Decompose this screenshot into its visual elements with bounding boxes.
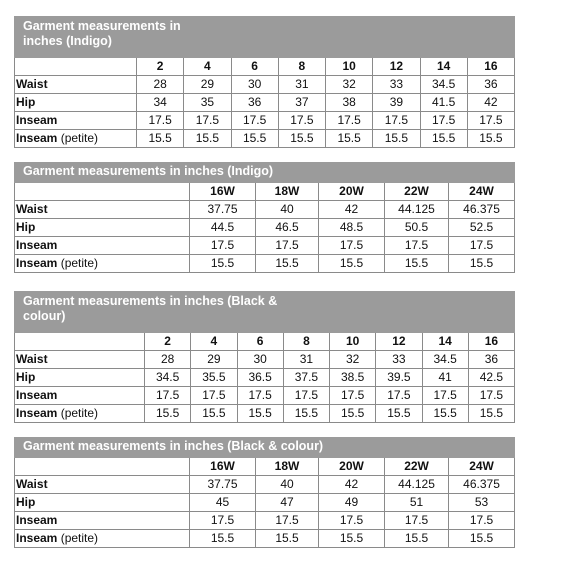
size-header: 16W [190, 183, 256, 201]
table-row [15, 219, 515, 237]
table-cell: 15.5 [231, 130, 278, 148]
table-cell: 29 [184, 76, 231, 94]
table-cell: 37.75 [190, 201, 256, 219]
table-cell: 46.375 [449, 476, 515, 494]
table-cell: 15.5 [237, 405, 283, 423]
size-header: 6 [237, 333, 283, 351]
table-title: Garment measurements in inches (Black & colour) [15, 438, 385, 458]
size-header-row [15, 58, 515, 76]
table-cell: 39.5 [376, 369, 422, 387]
table-cell: 50.5 [385, 219, 449, 237]
table-cell: 47 [256, 494, 319, 512]
table-cell: 15.5 [278, 130, 325, 148]
table-cell: 17.5 [422, 387, 468, 405]
size-header: 20W [319, 183, 385, 201]
table-row [15, 94, 515, 112]
table-cell: 15.5 [449, 255, 515, 273]
table-title-row [15, 292, 515, 333]
table-cell: 37.75 [190, 476, 256, 494]
row-label: Inseam [16, 256, 58, 270]
table-cell: 34.5 [422, 351, 468, 369]
table-cell: 17.5 [376, 387, 422, 405]
row-label: Waist [16, 202, 48, 216]
table-cell: 41.5 [420, 94, 467, 112]
table-cell: 37.5 [283, 369, 329, 387]
row-label: Hip [16, 95, 36, 109]
row-label: Inseam [16, 238, 58, 252]
table-cell: 49 [319, 494, 385, 512]
table-cell: 48.5 [319, 219, 385, 237]
table-cell: 17.5 [184, 112, 231, 130]
table-row [15, 130, 515, 148]
table-cell: 15.5 [420, 130, 467, 148]
table-cell: 17.5 [283, 387, 329, 405]
table-row [15, 201, 515, 219]
table-title: Garment measurements in inches (Indigo) [15, 163, 319, 183]
table-cell: 17.5 [373, 112, 420, 130]
table-cell: 35.5 [191, 369, 237, 387]
table-cell: 30 [231, 76, 278, 94]
table-cell: 15.5 [449, 530, 515, 548]
row-label: Inseam [16, 406, 58, 420]
table-cell: 33 [376, 351, 422, 369]
size-header: 8 [278, 58, 325, 76]
table-cell: 17.5 [319, 512, 385, 530]
table-cell: 15.5 [319, 530, 385, 548]
table-cell: 46.375 [449, 201, 515, 219]
table-cell: 17.5 [468, 387, 514, 405]
table-row [15, 76, 515, 94]
table-cell: 15.5 [468, 405, 514, 423]
table-title-row [15, 438, 515, 458]
table-cell: 37 [278, 94, 325, 112]
size-header: 18W [256, 458, 319, 476]
size-header: 20W [319, 458, 385, 476]
size-table-black-plus [14, 437, 515, 548]
table-cell: 36 [467, 76, 514, 94]
table-cell: 15.5 [283, 405, 329, 423]
table-cell: 15.5 [190, 530, 256, 548]
table-row [15, 512, 515, 530]
row-label-suffix: (petite) [57, 256, 99, 270]
table-cell: 28 [145, 351, 191, 369]
table-cell: 30 [237, 351, 283, 369]
size-header: 14 [422, 333, 468, 351]
row-label: Inseam [16, 513, 58, 527]
table-title: Garment measurements in inches (Indigo) [15, 17, 232, 58]
table-cell: 36.5 [237, 369, 283, 387]
table-cell: 17.5 [191, 387, 237, 405]
size-table-indigo-regular [14, 16, 515, 148]
row-label: Hip [16, 220, 36, 234]
row-label: Waist [16, 352, 48, 366]
table-cell: 15.5 [373, 130, 420, 148]
table-cell: 15.5 [326, 130, 373, 148]
size-header: 22W [385, 183, 449, 201]
table-cell: 39 [373, 94, 420, 112]
size-header: 4 [184, 58, 231, 76]
table-cell: 15.5 [467, 130, 514, 148]
table-cell: 17.5 [278, 112, 325, 130]
size-header: 2 [137, 58, 184, 76]
table-cell: 28 [137, 76, 184, 94]
table-cell: 15.5 [376, 405, 422, 423]
size-header: 8 [283, 333, 329, 351]
size-header: 18W [256, 183, 319, 201]
table-title-row [15, 163, 515, 183]
table-cell: 42 [319, 476, 385, 494]
size-table-black-regular [14, 291, 515, 423]
size-header: 24W [449, 458, 515, 476]
table-row [15, 255, 515, 273]
table-cell: 32 [326, 76, 373, 94]
table-cell: 15.5 [184, 130, 231, 148]
table-cell: 17.5 [420, 112, 467, 130]
table-cell: 44.125 [385, 476, 449, 494]
row-label: Inseam [16, 131, 58, 145]
table-row [15, 530, 515, 548]
table-cell: 15.5 [256, 255, 319, 273]
table-cell: 17.5 [190, 237, 256, 255]
table-cell: 15.5 [191, 405, 237, 423]
row-label: Hip [16, 495, 36, 509]
size-header: 12 [373, 58, 420, 76]
table-cell: 17.5 [449, 237, 515, 255]
table-cell: 40 [256, 476, 319, 494]
size-header-row [15, 458, 515, 476]
table-cell: 41 [422, 369, 468, 387]
size-header: 4 [191, 333, 237, 351]
table-cell: 17.5 [319, 237, 385, 255]
table-cell: 34.5 [420, 76, 467, 94]
table-row [15, 112, 515, 130]
table-cell: 17.5 [326, 112, 373, 130]
table-cell: 45 [190, 494, 256, 512]
table-cell: 15.5 [137, 130, 184, 148]
size-header: 14 [420, 58, 467, 76]
table-cell: 52.5 [449, 219, 515, 237]
table-cell: 17.5 [385, 512, 449, 530]
row-label: Waist [16, 77, 48, 91]
table-cell: 15.5 [319, 255, 385, 273]
size-header: 22W [385, 458, 449, 476]
table-row [15, 369, 515, 387]
row-label: Waist [16, 477, 48, 491]
table-cell: 42.5 [468, 369, 514, 387]
size-header: 24W [449, 183, 515, 201]
table-cell: 15.5 [385, 530, 449, 548]
table-cell: 17.5 [190, 512, 256, 530]
table-cell: 36 [468, 351, 514, 369]
row-label-suffix: (petite) [57, 131, 99, 145]
table-cell: 17.5 [449, 512, 515, 530]
table-title: Garment measurements in inches (Black & colour) [15, 292, 330, 333]
table-row [15, 494, 515, 512]
table-cell: 17.5 [231, 112, 278, 130]
table-cell: 17.5 [467, 112, 514, 130]
table-title-row [15, 17, 515, 58]
table-cell: 34.5 [145, 369, 191, 387]
table-cell: 33 [373, 76, 420, 94]
table-cell: 51 [385, 494, 449, 512]
table-row [15, 387, 515, 405]
table-cell: 31 [283, 351, 329, 369]
table-cell: 34 [137, 94, 184, 112]
row-label-suffix: (petite) [57, 406, 99, 420]
table-cell: 17.5 [330, 387, 376, 405]
size-table-indigo-plus [14, 162, 515, 273]
table-cell: 17.5 [385, 237, 449, 255]
row-label-suffix: (petite) [57, 531, 99, 545]
size-header: 16 [467, 58, 514, 76]
size-header: 12 [376, 333, 422, 351]
table-cell: 40 [256, 201, 319, 219]
table-cell: 46.5 [256, 219, 319, 237]
table-cell: 15.5 [145, 405, 191, 423]
table-cell: 15.5 [256, 530, 319, 548]
table-cell: 36 [231, 94, 278, 112]
row-label: Inseam [16, 531, 58, 545]
size-header: 2 [145, 333, 191, 351]
table-cell: 44.5 [190, 219, 256, 237]
size-header-row [15, 183, 515, 201]
table-cell: 17.5 [256, 512, 319, 530]
table-cell: 44.125 [385, 201, 449, 219]
table-cell: 17.5 [137, 112, 184, 130]
table-cell: 35 [184, 94, 231, 112]
row-label: Hip [16, 370, 36, 384]
table-row [15, 237, 515, 255]
table-cell: 42 [319, 201, 385, 219]
table-cell: 15.5 [385, 255, 449, 273]
size-header: 10 [326, 58, 373, 76]
table-cell: 15.5 [422, 405, 468, 423]
table-cell: 38 [326, 94, 373, 112]
size-header: 16 [468, 333, 514, 351]
table-cell: 15.5 [330, 405, 376, 423]
table-cell: 32 [330, 351, 376, 369]
size-header-row [15, 333, 515, 351]
size-header: 16W [190, 458, 256, 476]
row-label: Inseam [16, 388, 58, 402]
table-row [15, 476, 515, 494]
size-header: 6 [231, 58, 278, 76]
table-row [15, 405, 515, 423]
table-cell: 31 [278, 76, 325, 94]
table-row [15, 351, 515, 369]
table-cell: 38.5 [330, 369, 376, 387]
table-cell: 42 [467, 94, 514, 112]
row-label: Inseam [16, 113, 58, 127]
table-cell: 17.5 [237, 387, 283, 405]
table-cell: 15.5 [190, 255, 256, 273]
table-cell: 29 [191, 351, 237, 369]
table-cell: 17.5 [145, 387, 191, 405]
table-cell: 17.5 [256, 237, 319, 255]
table-cell: 53 [449, 494, 515, 512]
size-header: 10 [330, 333, 376, 351]
